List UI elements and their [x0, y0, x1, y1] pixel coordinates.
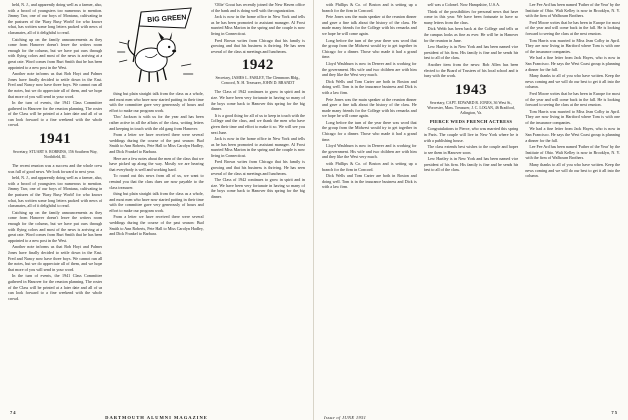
paragraph: Lee Fee Ard has been named 'Father of the Year' by the Institute of Ohio. Walt Kelley is now in Brooklyn, N. Y. with the firm of Walbourn Brothers. — [525, 2, 621, 19]
left-col-3 — [211, 2, 305, 402]
left-columns — [8, 2, 305, 402]
paragraph: Catching up on the family announcements as they come from Hanover doesn't leave the writers room enough for the column, but we have put ours through with flying colors and most of the news is arriving at a great rate. Word comes from Burt Smith that he has been appointed to a new post in the West. — [8, 209, 103, 243]
paragraph: Lew Hartley is in New York and has been named vice president of his firm. His family is fine and he sends his best to all of the class. — [423, 44, 519, 61]
paragraph: 'Doc' Jackson is with us for the year and has been rather active in all the affairs of the class, writing letters and keeping in touch with the old gang from Hanover. — [109, 114, 204, 131]
paragraph: Pete Jones was the main speaker at the reunion dinner and gave a fine talk about the history of the class. He made many friends for the College with his remarks and we hope he will come again. — [322, 14, 417, 36]
left-col-2 — [109, 2, 203, 402]
paragraph: The Class of 1942 continues to grow in spirit and in size. We have been very fortunate in having so many of the boys come back to Hanover this spring for the big dinner. — [210, 177, 305, 200]
paragraph: held, N. J., and apparently doing well as a farmer, also, with a brood of youngsters too numerous to mention. Jimmy Tarr, one of our boys of Montana, cultivating in the pastures of the 'Busy Busy World' for who knows what, has written some long letters packed with news of classmates, all of it delightful to read. — [8, 175, 103, 209]
pennant-text: BIG GREEN — [147, 14, 188, 24]
paragraph: The recent reunion was a success and the whole crew was full of good news. We look forward to next year. — [8, 163, 103, 174]
right-col-1 — [322, 2, 417, 402]
paragraph: From a letter we have received there were several weddings during the course of the past season: Bud Smith to Ann Roberts, Pete Hall to Miss Carolyn Hadley, and Dick Frankel to Barbara. — [109, 132, 204, 154]
paragraph: In the turn of events, the 1941 Class Committee gathered in Hanover for the reunion planning. The roster of the Class will be printed at a later date and all of us can look forward to a fine weekend with the whole crowd. — [8, 273, 103, 301]
page-number: 75 — [611, 410, 618, 415]
paragraph: Fred Brown writes from Chicago that his family is growing and that his business is thriving. He has seen several of the class at meetings and luncheons. — [210, 159, 305, 176]
paragraph: 'Ollie' Grout has recently joined the New Haven office of the bank and is doing well with the organization. — [210, 2, 305, 13]
cartoon-illustration — [109, 2, 203, 88]
paragraph: Pete Jones was the main speaker at the reunion dinner and gave a fine talk about the history of the class. He made many friends for the College with his remarks and we hope he will come again. — [322, 96, 417, 119]
paragraph: Jack is now in the home office in New York and tells us he has been promoted to assistant manager. Al Frost married Miss Marion in the spring and the couple is now living in Connecticut. — [210, 136, 305, 158]
class-year-heading: 1941 — [39, 131, 72, 148]
paragraph: The Class of 1942 continues to grow in spirit and in size. We have been very fortunate in having so many of the boys come back to Hanover this spring for the big dinner. — [210, 89, 305, 112]
article-headline: PIERCE WEDS FRENCH ACTRESS — [429, 118, 513, 124]
paragraph: with Phillips & Co. of Boston and is setting up a branch for the firm in Concord. — [322, 2, 417, 13]
issue-label: Issue of JUNE 1951 — [324, 415, 367, 420]
paragraph: with Phillips & Co. of Boston and is setting up a branch for the firm in Concord. — [322, 161, 417, 172]
paragraph: Another note informs us that Bob Hoyt and Palmer Jones have finally decided to settle down in the East. Fred and Nancy now have three boys. We cannot run all the notes, but we do appreciate all of them, and we hope that more of you will send in your word. — [8, 71, 103, 99]
paragraph: In the turn of events, the 1941 Class Committee gathered in Hanover for the reunion planning. The roster of the Class will be printed at a later date and all of us can look forward to a fine weekend with the whole crowd. — [8, 100, 103, 128]
left-col-1 — [8, 2, 102, 402]
paragraph: To round out this news from all of us, we want to remind you that the class dues are now payable to the class treasurer. — [109, 173, 204, 190]
paragraph: Lew Hartley is in New York and has been named vice president of his firm. His family is fine and he sends his best to all of the class. — [423, 156, 519, 173]
paragraph: Congratulations to Pierce, who was married this spring in Paris. The couple will live in New York where he is with a publishing house. — [423, 126, 519, 143]
paragraph: Many thanks to all of you who have written. Keep the news coming and we will do our best to get it all into the column. — [525, 162, 621, 179]
paragraph: Dick Wells and Tom Carter are both in Boston and doing well. Tom is in the insurance business and Dick is with a law firm. — [322, 78, 417, 95]
page-number: 74 — [10, 410, 17, 415]
class-secretary-line: Secretary, STUART S. ROBBINS, 156 Southern Way, Northfield, Ill. — [12, 150, 98, 160]
paragraph: Lloyd Washburn is now in Denver and is working for the government. His wife and two children are with him and they like the West very much. — [322, 143, 417, 160]
paragraph: Lee Fee Ard has been named 'Father of the Year' by the Institute of Ohio. Walt Kelley is now in Brooklyn, N. Y. with the firm of Walbourn Brothers. — [525, 144, 621, 161]
paragraph: Tom Harris was married to Miss Jean Colby in April. They are now living in Hartford where Tom is with one of the insurance companies. — [525, 37, 621, 54]
class-secretary-line: Secretary, CAPT. EDWARD R. JONES, 36 West St., Worcester, Mass. Treasurer, J. C. LOGAN, 46 Bradford, Arlington, Va. — [427, 100, 515, 115]
paragraph: Think of the possibilities for personal news that have come in this year. We have been fortunate to have so many letters from the class. — [423, 8, 519, 25]
right-page — [314, 0, 628, 420]
paragraph: The class extends best wishes to the couple and hopes to see them in Hanover soon. — [423, 144, 519, 155]
paragraph: Long before the turn of the year there was word that the group from the Midwest would try to get together in Chicago for a dinner. Those who made it had a grand time. — [322, 37, 417, 60]
class-year-heading: 1943 — [455, 81, 487, 98]
paragraph: Dick Webb has been back at the College and tells us the campus looks as fine as ever. He will be in Hanover for the reunion in June. — [423, 26, 519, 43]
paragraph: We had a fine letter from Jack Hayes, who is now in San Francisco. He says the West Coast group is planning a dinner for the fall. — [525, 55, 621, 72]
paragraph: self was a Colonel. Now Hampshire, U.S.A. — [427, 2, 501, 7]
paragraph: Fred Moore writes that he has been in Europe for most of the year and will come back in the fall. He is looking forward to seeing the class at the next reunion. — [525, 90, 621, 108]
paragraph: thing but plain straight talk from the class as a whole, and most men who have now started putting in their time with the committee gave very generously of hours and effort to make our program work. — [109, 91, 204, 113]
right-col-3 — [525, 2, 620, 402]
paragraph: Jack is now in the home office in New York and tells us he has been promoted to assistant manager. Al Frost married Miss Marion in the spring and the couple is now living in Connecticut. — [210, 14, 305, 36]
paragraph: Tom Harris was married to Miss Jean Colby in April. They are now living in Hartford where Tom is with one of the insurance companies. — [525, 108, 621, 125]
paragraph: It is a good thing for all of us to keep in touch with the College and the class, and we thank the men who have given their time and effort to make it so. We will see you next June. — [210, 112, 305, 135]
paragraph: Fred Moore writes that he has been in Europe for most of the year and will come back in the fall. He is looking forward to seeing the class at the next reunion. — [525, 19, 621, 36]
paragraph: Lloyd Washburn is now in Denver and is working for the government. His wife and two children are with him and they like the West very much. — [322, 60, 417, 78]
class-secretary-line: Secretary, JAMES L. FARLEY, The Clemmons Bldg., Concord, N. H. Treasurer, JOHN D. BRANDT — [215, 76, 301, 86]
paragraph: We had a fine letter from Jack Hayes, who is now in San Francisco. He says the West Coast group is planning a dinner for the fall. — [525, 126, 621, 143]
paragraph: Many thanks to all of you who have written. Keep the news coming and we will do our best to get it all into the column. — [525, 73, 621, 90]
class-year-heading: 1942 — [241, 57, 274, 74]
paragraph: Here are a few notes about the men of the class that we have picked up along the way. Mostly we are hearing that everybody is well and working hard. — [109, 155, 204, 172]
paragraph: Another note informs us that Bob Hoyt and Palmer Jones have finally decided to settle down in the East. Fred and Nancy now have three boys. We cannot run all the notes, but we do appreciate all of them, and we hope that more of you will send in your word. — [8, 244, 103, 272]
paragraph: Catching up on the family announcements as they come from Hanover doesn't leave the writers room enough for the column, but we have put ours through with flying colors and most of the news is arriving at a great rate. Word comes from Burt Smith that he has been appointed to a new post in the West. — [8, 36, 103, 70]
dog-icon — [128, 32, 176, 82]
paragraph: Another item from the news: Bob Allen has been elected to the Board of Trustees of his local school and is busy with the work. — [423, 61, 519, 79]
paragraph: thing but plain straight talk from the class as a whole, and most men who have now started putting in their time with the committee gave very generously of hours and effort to make our program work. — [109, 191, 204, 213]
magazine-title: DARTMOUTH ALUMNI MAGAZINE — [105, 415, 208, 420]
paragraph: Fred Brown writes from Chicago that his family is growing and that his business is thriving. He has seen several of the class at meetings and luncheons. — [210, 37, 305, 54]
right-col-2 — [424, 2, 519, 402]
paragraph: held, N. J., and apparently doing well as a farmer, also, with a brood of youngsters too numerous to mention. Jimmy Tarr, one of our boys of Montana, cultivating in the pastures of the 'Busy Busy World' for who knows what, has written some long letters packed with news of classmates, all of it delightful to read. — [8, 2, 103, 35]
paragraph: From a letter we have received there were several weddings during the course of the past season: Bud Smith to Ann Roberts, Pete Hall to Miss Carolyn Hadley, and Dick Frankel to Barbara. — [109, 214, 204, 237]
paragraph: Long before the turn of the year there was word that the group from the Midwest would try to get together in Chicago for a dinner. Those who made it had a grand time. — [322, 119, 417, 142]
right-columns — [322, 2, 620, 402]
paragraph: Dick Wells and Tom Carter are both in Boston and doing well. Tom is in the insurance business and Dick is with a law firm. — [322, 173, 417, 190]
